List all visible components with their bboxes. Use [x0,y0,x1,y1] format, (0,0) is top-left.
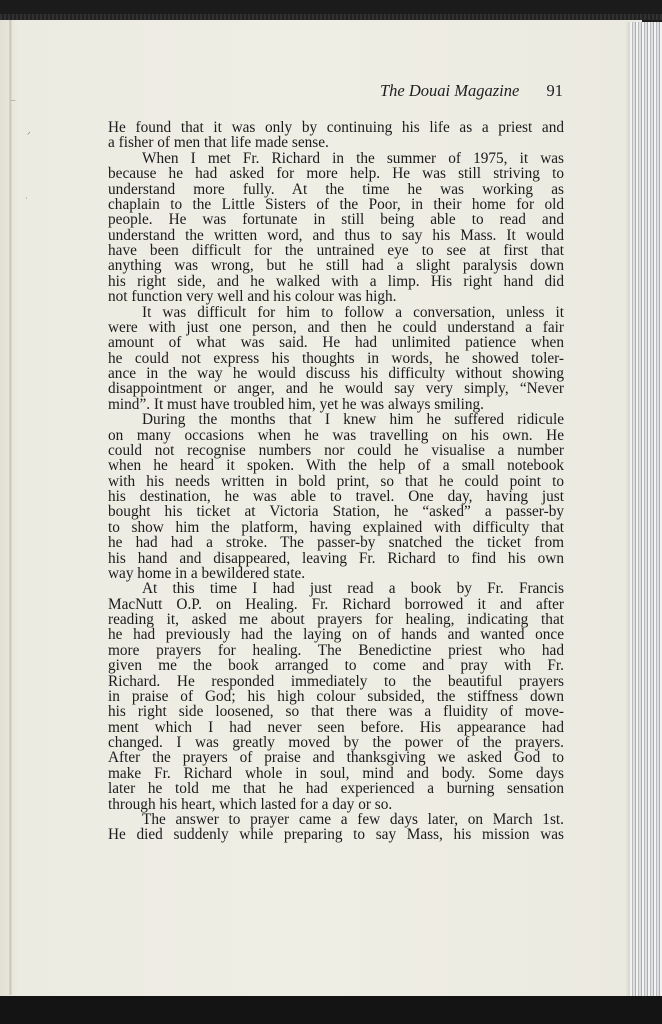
running-head [380,81,563,103]
text-line: given me the book arranged to come and pray with Fr. [108,657,564,675]
text-line: understand more fully. At the time he was working as [108,180,564,198]
text-line: in praise of God; his high colour subsided, the stiffness down [108,687,564,705]
text-line: his right side loosened, so that there was a fluidity of move- [108,703,564,721]
text-line: He died suddenly while preparing to say Mass, his mission was [108,826,564,844]
text-line: chaplain to the Little Sisters of the Poor, in their home for old [108,195,564,213]
text-line: reading it, asked me about prayers for healing, indicating that [108,611,564,628]
text-line: his destination, he was able to travel. One day, having just [108,488,564,505]
margin-speck: ˈ [25,196,28,206]
text-line: mind”. It must have troubled him, yet he was always smiling. [108,395,484,413]
text-line: his hand and disappeared, leaving Fr. Richard to find his own [108,549,564,567]
text-line: Richard. He responded immediately to the beautiful prayers [108,672,564,690]
scanner-background-bottom [0,996,662,1024]
body-text [108,120,564,843]
text-line: he had had a stroke. The passer-by snatched the ticket from [108,534,564,552]
text-line: changed. I was greatly moved by the power of the prayers. [108,734,564,751]
margin-speck: ᐟ [27,130,31,140]
text-line: later he told me that he had experienced a burning sensation [108,780,564,798]
text-line: he had previously had the laying on of hands and wanted once [108,626,564,644]
text-line: MacNutt O.P. on Healing. Fr. Richard borrowed it and after [108,595,564,613]
text-line: make Fr. Richard whole in soul, mind and body. Some days [108,764,564,782]
text-line: through his heart, which lasted for a day or so. [108,795,393,813]
text-line: way home in a bewildered state. [108,564,306,582]
page-number: 91 [546,81,563,100]
text-line: understand the written word, and thus to say his Mass. It would [108,226,564,244]
text-line: ance in the way he would discuss his difficulty without showing [108,365,564,382]
text-line: he could not express his thoughts in words, he showed toler- [108,349,564,367]
text-line: He found that it was only by continuing his life as a priest and [108,119,564,136]
text-line: people. He was fortunate in still being able to read and [108,211,564,229]
text-line: It was difficult for him to follow a conversation, unless it [142,303,564,321]
text-line: not function very well and his colour was high. [108,288,397,306]
text-line: more prayers for healing. The Benedictine priest who had [108,641,564,659]
text-line: to show him the platform, having explained with difficulty that [108,518,564,536]
text-line: when he heard it spoken. With the help of a small notebook [108,457,564,475]
text-line: When I met Fr. Richard in the summer of 1975, it was [142,149,564,167]
text-line: could not recognise numbers nor could he visualise a number [108,441,564,459]
text-line: were with just one person, and then he could understand a fair [108,318,564,336]
text-line: a fisher of men that life made sense. [108,134,329,152]
text-line: because he had asked for more help. He was still striving to [108,165,564,183]
text-line: The answer to prayer came a few days later, on March 1st. [142,810,564,828]
page-stack-edges [630,22,662,1010]
text-line: amount of what was said. He had unlimited patience when [108,334,564,352]
text-line: bought his ticket at Victoria Station, he “asked” a passer-by [108,503,564,521]
text-line: At this time I had just read a book by Fr. Francis [142,580,564,598]
scanner-background-top [0,0,662,22]
text-line: After the prayers of praise and thanksgiving we asked God to [108,749,564,767]
text-line: on many occasions when he was travelling on his own. He [108,426,564,444]
text-line: with his needs written in bold print, so that he could point to [108,472,564,490]
text-line: have been difficult for the untrained eye to see at first that [108,242,564,259]
margin-tick: – [11,95,16,105]
text-line: his right side, and he walked with a limp. His right hand did [108,272,564,290]
text-line: disappointment or anger, and he would say very simply, “Never [108,380,564,398]
page-gutter [9,20,12,995]
journal-title: The Douai Magazine [380,81,520,100]
text-line: ment which I had never seen before. His appearance had [108,718,564,736]
text-line: During the months that I knew him he suffered ridicule [142,411,564,429]
text-line: anything was wrong, but he still had a slight paralysis down [108,257,564,275]
